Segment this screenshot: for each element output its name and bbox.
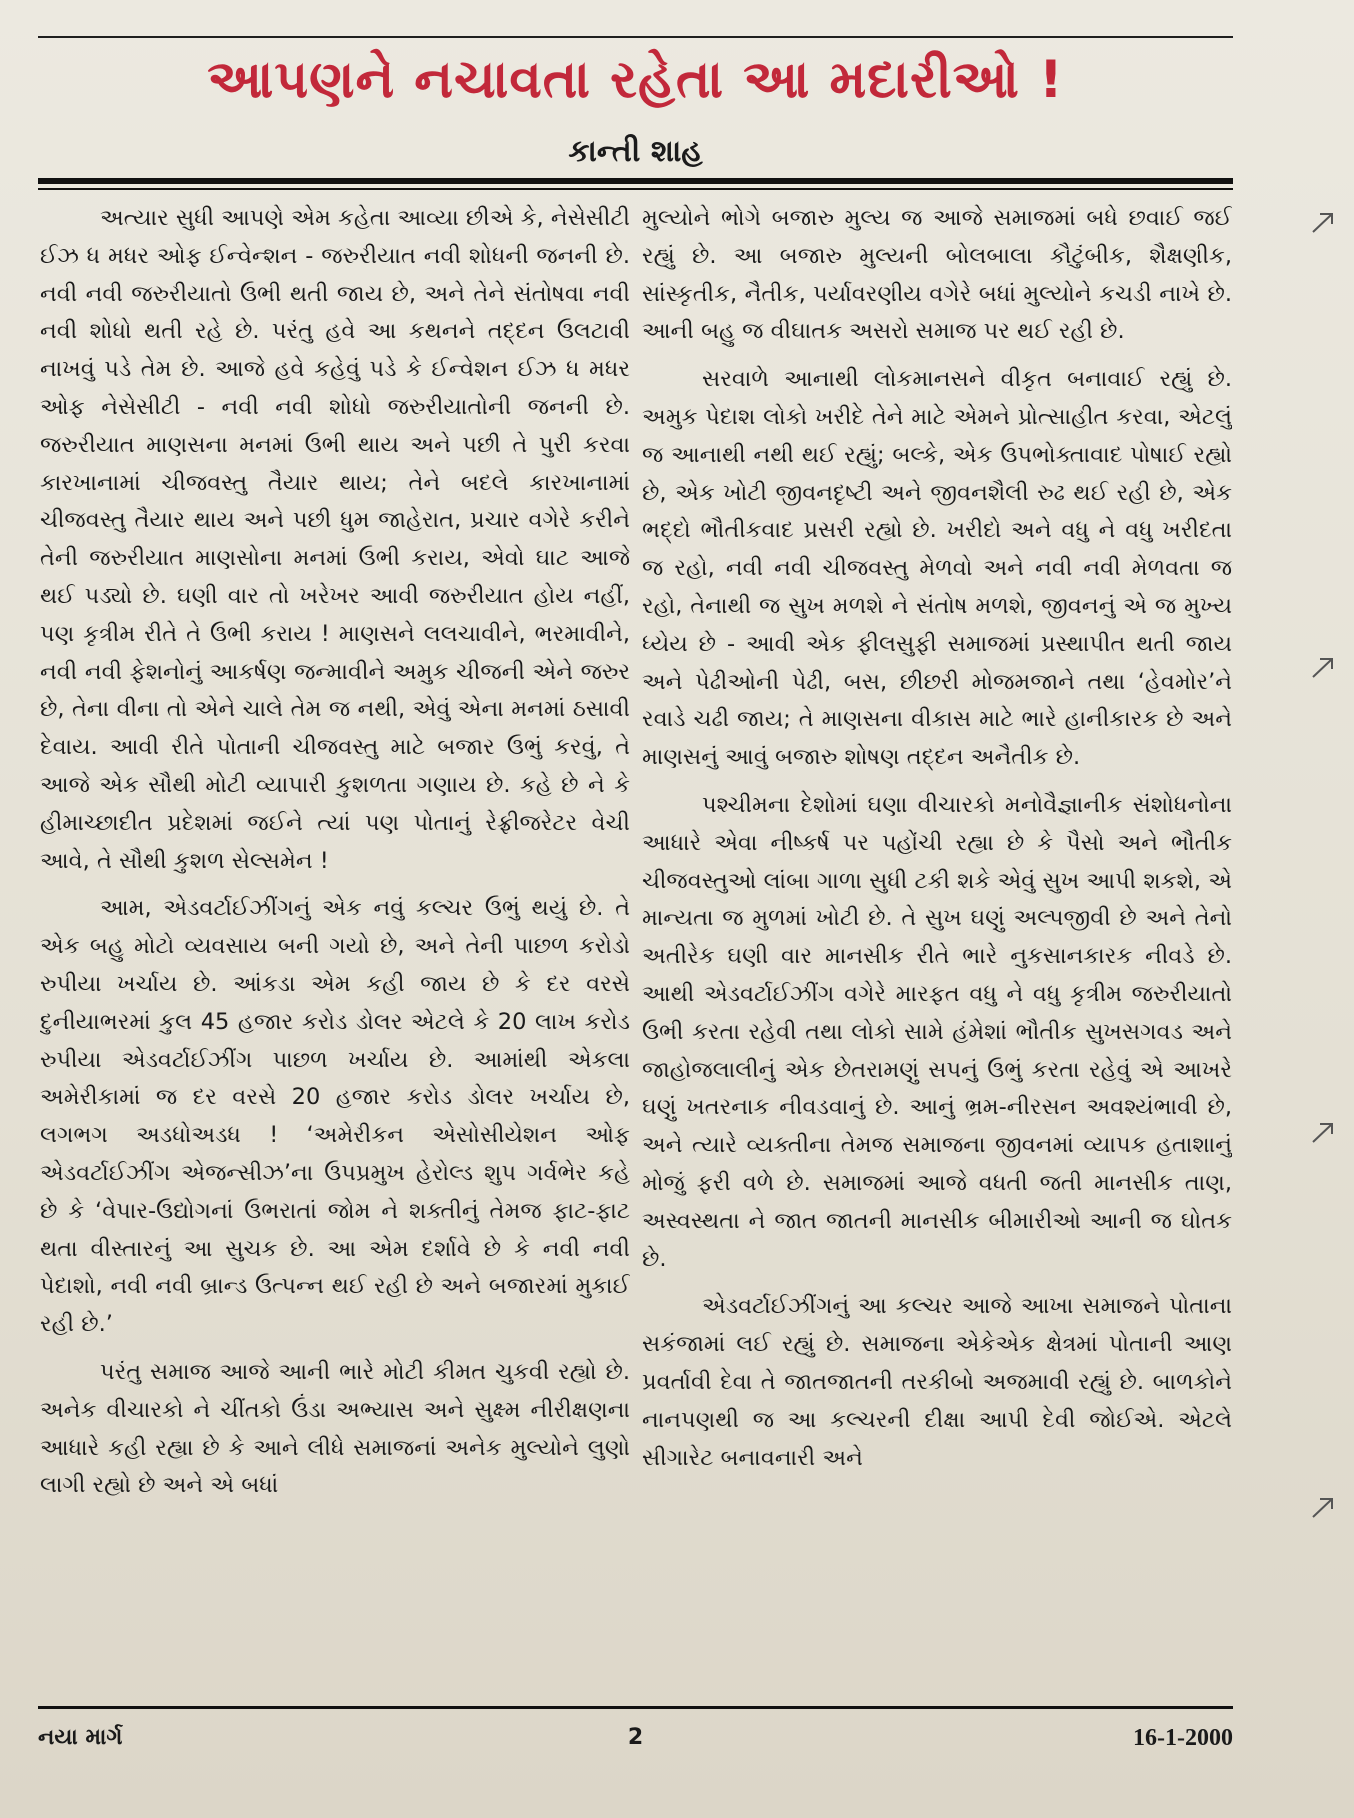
issue-date: 16-1-2000 xyxy=(1133,1725,1233,1751)
paragraph: એડવર્ટાઈઝીંગનું આ કલ્ચર આજે આખા સમાજને પોતાના સકંજામાં લઈ રહ્યું છે. સમાજના એકેએક ક્ષેત્રમાં પોતાની આણ પ્રવર્તાવી દેવા તે જાતજાતની તરકીબો અજમાવી રહ્યું છે. બાળકોને નાનપણથી જ આ કલ્ચરની દીક્ષા આપી દેવી જોઈએ. એટલે સીગારેટ બનાવનારી અને xyxy=(642,1293,1232,1471)
staple-mark-icon xyxy=(1310,1495,1336,1521)
header-rule-thick xyxy=(38,178,1233,184)
left-column xyxy=(40,200,630,1688)
top-rule xyxy=(38,36,1233,38)
article-author: કાન્તી શાહ xyxy=(568,134,703,169)
staple-mark-icon xyxy=(1310,1120,1336,1146)
paragraph: સરવાળે આનાથી લોકમાનસને વીકૃત બનાવાઈ રહ્યું છે. અમુક પેદાશ લોકો ખરીદે તેને માટે એમને પ્રોત્સાહીત કરવા, એટલું જ આનાથી નથી થઈ રહ્યું; બલ્કે, એક ઉપભોક્તાવાદ પોષાઈ રહ્યો છે, એક ખોટી જીવનદૃષ્ટી અને જીવનશૈલી રુઢ થઈ રહી છે, એક ભદ્દો ભૌતીકવાદ પ્રસરી રહ્યો છે. ખરીદો અને વધુ ને વધુ ખરીદતા જ રહો, નવી નવી ચીજવસ્તુ મેળવો અને નવી નવી મેળવતા જ રહો, તેનાથી જ સુખ મળશે ને સંતોષ મળશે, જીવનનું એ જ મુખ્ય ધ્યેય છે - આવી એક ફીલસુફી સમાજમાં પ્રસ્થાપીત થતી જાય અને પેઢીઓની પેઢી, બસ, છીછરી મોજમજાને તથા ‘હેવમોર’ને રવાડે ચઢી જાય; તે માણસના વીકાસ માટે ભારે હાનીકારક છે અને માણસનું આવું બજારુ શોષણ તદ્દન અનૈતીક છે. xyxy=(642,366,1232,771)
staple-mark-icon xyxy=(1310,655,1336,681)
article-title: આપણને નચાવતા રહેતા આ મદારીઓ ! xyxy=(207,50,1064,110)
paragraph-continued: મુલ્યોને ભોગે બજારુ મુલ્ય જ આજે સમાજમાં બધે છવાઈ જઈ રહ્યું છે. આ બજારુ મુલ્યની બોલબાલા કૌટુંબીક, શૈક્ષણીક, સાંસ્કૃતીક, નૈતીક, પર્યાવરણીય વગેરે બધાં મુલ્યોને કચડી નાખે છે. આની બહુ જ વીઘાતક અસરો સમાજ પર થઈ રહી છે. xyxy=(642,205,1232,345)
paragraph: પશ્ચીમના દેશોમાં ઘણા વીચારકો મનોવૈજ્ઞાનીક સંશોધનોના આધારે એવા નીષ્કર્ષ પર પહોંચી રહ્યા છે કે પૈસો અને ભૌતીક ચીજવસ્તુઓ લાંબા ગાળા સુધી ટકી શકે એવું સુખ આપી શકશે, એ માન્યતા જ મુળમાં ખોટી છે. તે સુખ ઘણું અલ્પજીવી છે અને તેનો અતીરેક ઘણી વાર માનસીક રીતે ભારે નુકસાનકારક નીવડે છે. આથી એડવર્ટાઈઝીંગ વગેરે મારફત વધુ ને વધુ કૃત્રીમ જરુરીયાતો ઉભી કરતા રહેવી તથા લોકો સામે હંમેશાં ભૌતીક સુખસગવડ અને જાહોજલાલીનું એક છેતરામણું સપનું ઉભું કરતા રહેવું એ આખરે ઘણું ખતરનાક નીવડવાનું છે. આનું ભ્રમ-નીરસન અવશ્યંભાવી છે, અને ત્યારે વ્યક્તીના તેમજ સમાજના જીવનમાં વ્યાપક હતાશાનું મોજું ફરી વળે છે. સમાજમાં આજે વધતી જતી માનસીક તાણ, અસ્વસ્થતા ને જાત જાતની માનસીક બીમારીઓ આની જ ઘોતક છે. xyxy=(642,791,1232,1272)
publication-name: નયા માર્ગ xyxy=(38,1725,123,1750)
right-column xyxy=(642,200,1232,1688)
footer-rule xyxy=(38,1706,1233,1709)
page-number: 2 xyxy=(627,1725,644,1750)
paragraph: આમ, એડવર્ટાઈઝીંગનું એક નવું કલ્ચર ઉભું થયું છે. તે એક બહુ મોટો વ્યવસાય બની ગયો છે, અને તેની પાછળ કરોડો રુપીયા ખર્ચાય છે. આંકડા એમ કહી જાય છે કે દર વરસે દુનીયાભરમાં કુલ 45 હજાર કરોડ ડોલર એટલે કે 20 લાખ કરોડ રુપીયા એડવર્ટાઈઝીંગ પાછળ ખર્ચાય છે. આમાંથી એકલા અમેરીકામાં જ દર વરસે 20 હજાર કરોડ ડોલર ખર્ચાય છે, લગભગ અડધોઅડધ ! ‘અમેરીકન એસોસીયેશન ઓફ એડવર્ટાઈઝીંગ એજન્સીઝ’ના ઉપપ્રમુખ હેરોલ્ડ શુપ ગર્વભેર કહે છે કે ‘વેપાર-ઉદ્યોગનાં ઉભરાતાં જોમ ને શક્તીનું તેમજ ફાટ-ફાટ થતા વીસ્તારનું આ સુચક છે. આ એમ દર્શાવે છે કે નવી નવી પેદાશો, નવી નવી બ્રાન્ડ ઉત્પન્ન થઈ રહી છે અને બજારમાં મુકાઈ રહી છે.’ xyxy=(40,895,630,1338)
paragraph: પરંતુ સમાજ આજે આની ભારે મોટી કીમત ચુકવી રહ્યો છે. અનેક વીચારકો ને ચીંતકો ઉંડા અભ્યાસ અને સુક્ષ્મ નીરીક્ષણના આધારે કહી રહ્યા છે કે આને લીધે સમાજનાં અનેક મુલ્યોને લુણો લાગી રહ્યો છે અને એ બધાં xyxy=(40,1358,630,1499)
page-footer xyxy=(38,1720,1233,1756)
staple-mark-icon xyxy=(1310,210,1336,236)
paragraph: અત્યાર સુધી આપણે એમ કહેતા આવ્યા છીએ કે, નેસેસીટી ઈઝ ધ મધર ઓફ ઈન્વેન્શન - જરુરીયાત નવી શોધની જનની છે. નવી નવી જરુરીયાતો ઉભી થતી જાય છે, અને તેને સંતોષવા નવી નવી શોધો થતી રહે છે. પરંતુ હવે આ કથનને તદ્દન ઉલટાવી નાખવું પડે તેમ છે. આજે હવે કહેવું પડે કે ઈન્વેશન ઈઝ ધ મધર ઓફ નેસેસીટી - નવી નવી શોધો જરુરીયાતોની જનની છે. જરુરીયાત માણસના મનમાં ઉભી થાય અને પછી તે પુરી કરવા કારખાનામાં ચીજવસ્તુ તૈયાર થાય; તેને બદલે કારખાનામાં ચીજવસ્તુ તૈયાર થાય અને પછી ધુમ જાહેરાત, પ્રચાર વગેરે કરીને તેની જરુરીયાત માણસોના મનમાં ઉભી કરાય, એવો ઘાટ આજે થઈ પડ્યો છે. ઘણી વાર તો ખરેખર આવી જરુરીયાત હોય નહીં, પણ કૃત્રીમ રીતે તે ઉભી કરાય ! માણસને લલચાવીને, ભરમાવીને, નવી નવી ફેશનોનું આકર્ષણ જન્માવીને અમુક ચીજની એને જરુર છે, તેના વીના તો એને ચાલે તેમ જ નથી, એવું એના મનમાં ઠસાવી દેવાય. આવી રીતે પોતાની ચીજવસ્તુ માટે બજાર ઉભું કરવું, તે આજે એક સૌથી મોટી વ્યાપારી કુશળતા ગણાય છે. કહે છે ને કે હીમાચ્છાદીત પ્રદેશમાં જઈને ત્યાં પણ પોતાનું રેફ્રીજરેટર વેચી આવે, તે સૌથી કુશળ સેલ્સમેન ! xyxy=(40,205,630,874)
header-rule-thin xyxy=(38,188,1233,190)
